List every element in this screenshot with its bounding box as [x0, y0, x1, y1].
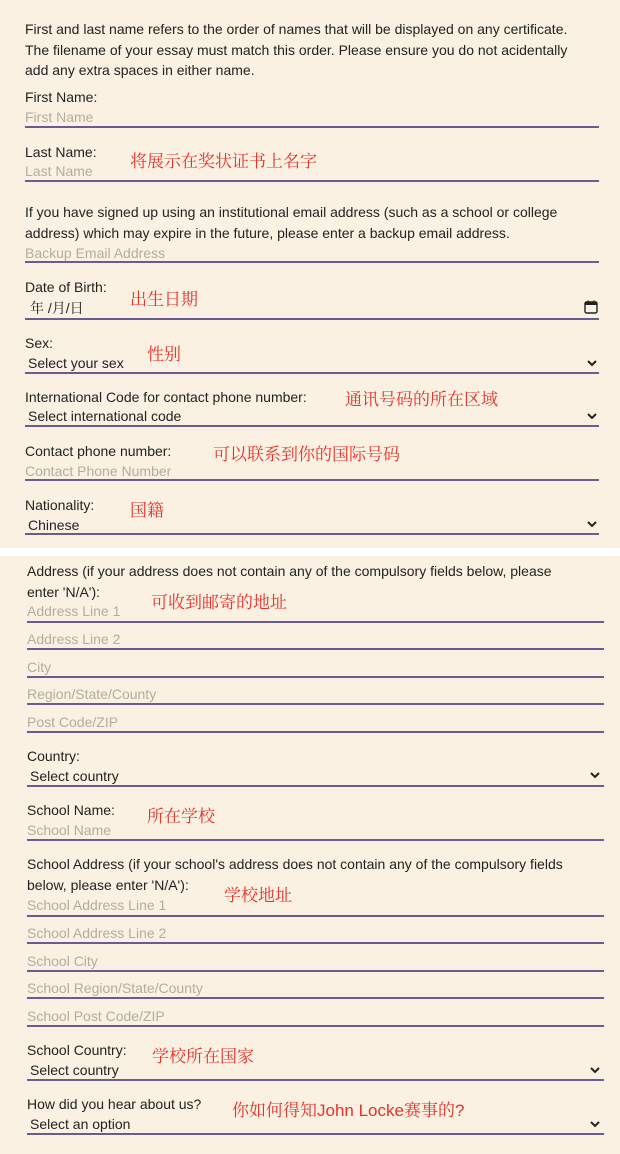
city-input[interactable]: City: [27, 659, 52, 675]
address-line1-underline: [27, 621, 604, 623]
school-address-line1-underline: [27, 915, 604, 917]
nationality-annotation: 国籍: [130, 501, 164, 520]
address-annotation: 可收到邮寄的地址: [151, 593, 287, 612]
school-address-label: [27, 854, 607, 895]
school-city-underline: [27, 970, 604, 972]
sex-annotation: 性别: [147, 345, 181, 364]
address-line2-input[interactable]: Address Line 2: [27, 631, 121, 647]
chevron-down-icon[interactable]: [586, 410, 598, 422]
chevron-down-icon[interactable]: [586, 518, 598, 530]
school-country-select[interactable]: Select country: [30, 1062, 119, 1078]
instructions-line: The filename of your essay must match this order. Please ensure you do not acidentally: [25, 41, 568, 58]
school-address-line1-input[interactable]: School Address Line 1: [27, 897, 167, 913]
region-underline: [27, 703, 604, 705]
chevron-down-icon[interactable]: [589, 1064, 601, 1076]
last-name-label: Last Name:: [25, 144, 97, 160]
address-label-line: enter 'N/A'):: [27, 583, 101, 600]
form-panel-bottom: [0, 556, 620, 1154]
school-address-label-line: below, please enter 'N/A'):: [27, 876, 189, 893]
school-country-underline: [27, 1079, 604, 1081]
first-name-label: First Name:: [25, 89, 98, 105]
phone-annotation: 可以联系到你的国际号码: [213, 445, 400, 464]
nationality-label: Nationality:: [25, 497, 95, 513]
intl-code-label: International Code for contact phone number:: [25, 389, 307, 405]
first-name-input[interactable]: First Name: [25, 109, 94, 125]
chevron-down-icon[interactable]: [589, 769, 601, 781]
hear-about-annotation: 你如何得知John Locke赛事的?: [232, 1101, 465, 1120]
school-name-annotation: 所在学校: [147, 807, 215, 826]
nationality-select[interactable]: Chinese: [28, 517, 80, 533]
form-panel-top: [0, 0, 620, 548]
first-name-underline: [25, 126, 599, 128]
phone-label: Contact phone number:: [25, 443, 172, 459]
country-select[interactable]: Select country: [30, 768, 119, 784]
dob-underline: [25, 318, 599, 320]
region-input[interactable]: Region/State/County: [27, 686, 157, 702]
instructions-line: First and last name refers to the order of names that will be displayed on any certificate.: [25, 21, 568, 37]
backup-email-note: [25, 202, 605, 243]
address-line1-input[interactable]: Address Line 1: [27, 603, 121, 619]
school-address-label-line: School Address (if your school's address does not contain any of the compulsory fields: [27, 856, 563, 872]
backup-email-input[interactable]: Backup Email Address: [25, 245, 166, 261]
last-name-annotation: 将展示在奖状证书上名字: [130, 152, 317, 171]
nationality-underline: [25, 533, 599, 535]
instructions-line: add any extra spaces in either name.: [25, 62, 255, 78]
school-region-underline: [27, 997, 604, 999]
backup-email-note-line: address) which may expire in the future, please enter a backup email address.: [25, 224, 510, 241]
phone-input[interactable]: Contact Phone Number: [25, 463, 172, 479]
last-name-input[interactable]: Last Name: [25, 163, 93, 179]
phone-underline: [25, 479, 599, 481]
intl-code-annotation: 通讯号码的所在区域: [345, 390, 498, 409]
address-label: [27, 561, 607, 602]
last-name-underline: [25, 180, 599, 182]
backup-email-underline: [25, 261, 599, 263]
school-country-label: School Country:: [27, 1042, 127, 1058]
intl-code-select[interactable]: Select international code: [28, 408, 182, 424]
school-name-label: School Name:: [27, 802, 115, 818]
backup-email-note-line: If you have signed up using an institutional email address (such as a school or college: [25, 204, 558, 220]
school-country-annotation: 学校所在国家: [152, 1047, 254, 1066]
school-postcode-underline: [27, 1025, 604, 1027]
sex-underline: [25, 372, 599, 374]
school-address-line2-underline: [27, 942, 604, 944]
chevron-down-icon[interactable]: [589, 1118, 601, 1130]
name-order-instructions: [25, 19, 605, 81]
chevron-down-icon[interactable]: [586, 357, 598, 369]
school-address-annotation: 学校地址: [224, 886, 292, 905]
city-underline: [27, 676, 604, 678]
country-label: Country:: [27, 748, 80, 764]
dob-label: Date of Birth:: [25, 279, 107, 295]
school-name-input[interactable]: School Name: [27, 822, 112, 838]
school-city-input[interactable]: School City: [27, 953, 98, 969]
sex-select[interactable]: Select your sex: [28, 355, 124, 371]
school-postcode-input[interactable]: School Post Code/ZIP: [27, 1008, 165, 1024]
calendar-icon[interactable]: [584, 300, 598, 314]
address-label-line: Address (if your address does not contain any of the compulsory fields below, please: [27, 563, 552, 579]
school-region-input[interactable]: School Region/State/County: [27, 980, 203, 996]
postcode-input[interactable]: Post Code/ZIP: [27, 714, 119, 730]
dob-input[interactable]: 年 /月/日: [30, 300, 84, 316]
sex-label: Sex:: [25, 335, 54, 351]
school-address-line2-input[interactable]: School Address Line 2: [27, 925, 167, 941]
hear-about-underline: [27, 1133, 604, 1135]
country-underline: [27, 785, 604, 787]
address-line2-underline: [27, 648, 604, 650]
dob-annotation: 出生日期: [130, 290, 198, 309]
postcode-underline: [27, 731, 604, 733]
intl-code-underline: [25, 425, 599, 427]
school-name-underline: [27, 839, 604, 841]
hear-about-label: How did you hear about us?: [27, 1096, 202, 1112]
hear-about-select[interactable]: Select an option: [30, 1116, 131, 1132]
